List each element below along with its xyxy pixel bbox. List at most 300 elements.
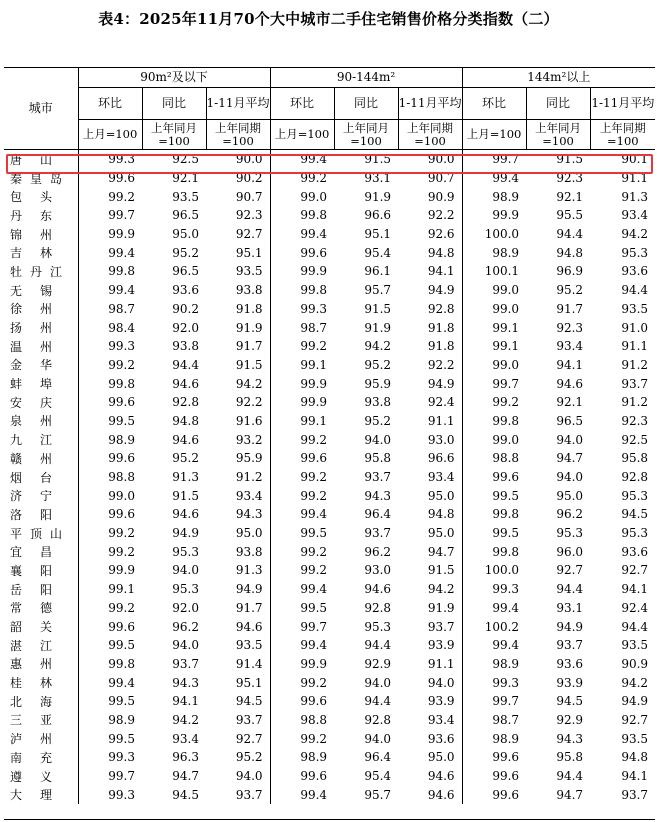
index-value: 94.0	[556, 470, 584, 485]
index-value: 95.0	[427, 526, 455, 541]
index-value: 98.9	[78, 711, 142, 730]
index-value: 94.7	[556, 451, 584, 466]
metric-header: 环比	[270, 88, 334, 120]
index-value: 93.5	[172, 189, 199, 204]
index-value: 95.1	[364, 227, 392, 242]
index-value: 96.0	[556, 544, 584, 559]
index-value: 94.0	[172, 563, 199, 578]
metric-header: 环比	[78, 88, 142, 120]
metric-header: 同比	[142, 88, 206, 120]
index-value: 99.5	[78, 692, 142, 711]
index-value: 91.2	[621, 395, 649, 410]
index-value: 99.2	[78, 187, 142, 206]
index-value: 99.2	[270, 486, 334, 505]
index-value: 99.2	[270, 673, 334, 692]
city-char: 海	[40, 694, 53, 709]
index-value: 99.4	[78, 281, 142, 300]
city-label	[10, 282, 70, 299]
city-label	[10, 637, 70, 654]
city-name	[4, 580, 78, 599]
city-label	[10, 338, 70, 355]
index-value: 95.2	[364, 357, 392, 372]
index-value: 96.2	[364, 544, 392, 559]
index-value: 99.7	[78, 767, 142, 786]
index-value: 99.3	[78, 337, 142, 356]
index-value: 99.1	[462, 318, 526, 337]
city-name	[4, 711, 78, 730]
index-value: 94.6	[556, 376, 584, 391]
city-label	[10, 693, 70, 710]
index-value: 98.8	[78, 468, 142, 487]
table-row	[4, 673, 655, 692]
index-value: 99.5	[78, 729, 142, 748]
index-value: 99.6	[462, 468, 526, 487]
index-value: 91.7	[235, 600, 263, 615]
index-value: 99.0	[78, 486, 142, 505]
index-value: 99.7	[78, 206, 142, 225]
table-row	[4, 767, 655, 786]
index-value: 94.8	[172, 413, 199, 428]
city-char: 台	[40, 470, 53, 485]
city-name	[4, 430, 78, 449]
table-row	[4, 729, 655, 748]
city-char: 秦	[10, 171, 23, 186]
index-value: 90.0	[235, 152, 263, 167]
index-value: 100.0	[462, 225, 526, 244]
city-char: 吉	[10, 246, 23, 261]
city-name	[4, 374, 78, 393]
city-char: 宁	[40, 489, 53, 504]
city-label	[10, 599, 70, 616]
index-value: 95.3	[172, 544, 199, 559]
city-char: 阳	[40, 582, 53, 597]
index-value: 99.6	[78, 617, 142, 636]
index-value: 94.4	[621, 283, 649, 298]
table-row	[4, 748, 655, 767]
city-char: 北	[10, 694, 23, 709]
city-label	[10, 768, 70, 785]
index-value: 94.1	[427, 264, 455, 279]
city-char: 林	[40, 246, 53, 261]
index-value: 99.4	[270, 580, 334, 599]
city-char: 惠	[10, 657, 23, 672]
index-value: 99.6	[462, 785, 526, 804]
index-value: 100.1	[462, 262, 526, 281]
city-char: 常	[10, 601, 23, 616]
table-row	[4, 449, 655, 468]
index-value: 94.5	[621, 507, 649, 522]
index-value: 92.3	[556, 320, 584, 335]
index-value: 98.8	[462, 449, 526, 468]
city-char: 平	[10, 526, 23, 541]
city-char: 丹	[10, 208, 23, 223]
index-value: 93.0	[427, 432, 455, 447]
index-value: 93.4	[427, 712, 455, 727]
index-value: 91.9	[427, 600, 455, 615]
index-value: 98.7	[462, 711, 526, 730]
city-label	[10, 618, 70, 635]
city-char: 大	[10, 788, 23, 803]
table-row	[4, 281, 655, 300]
index-value: 99.4	[462, 599, 526, 618]
index-value: 94.2	[235, 376, 263, 391]
index-value: 94.1	[621, 769, 649, 784]
index-value: 95.9	[364, 376, 392, 391]
index-value: 93.5	[621, 731, 649, 746]
city-char: 昌	[40, 545, 53, 560]
city-name	[4, 281, 78, 300]
index-value: 90.9	[621, 656, 649, 671]
index-value: 99.1	[270, 356, 334, 375]
index-value: 100.2	[462, 617, 526, 636]
city-char: 襄	[10, 563, 23, 578]
city-char: 锡	[40, 283, 53, 298]
city-label	[10, 749, 70, 766]
index-value: 91.1	[427, 413, 455, 428]
index-value: 93.7	[235, 712, 263, 727]
table-row	[4, 300, 655, 319]
city-char: 东	[40, 208, 53, 223]
index-value: 92.1	[556, 189, 584, 204]
metric-header: 环比	[462, 88, 526, 120]
index-value: 93.8	[172, 339, 199, 354]
index-value: 99.5	[462, 486, 526, 505]
index-value: 94.6	[427, 787, 455, 802]
city-char: 金	[10, 358, 23, 373]
city-name	[4, 225, 78, 244]
index-value: 98.9	[78, 430, 142, 449]
metric-header: 同比	[526, 88, 590, 120]
city-char: 州	[40, 657, 53, 672]
city-char: 顶	[30, 526, 43, 541]
base-header: 上年同月=100	[334, 120, 398, 150]
index-value: 94.4	[621, 619, 649, 634]
city-char: 埠	[40, 377, 53, 392]
base-header: 上年同期=100	[206, 120, 270, 150]
index-value: 99.8	[78, 655, 142, 674]
index-value: 99.0	[462, 356, 526, 375]
table-row	[4, 785, 655, 804]
index-value: 94.0	[364, 432, 392, 447]
index-value: 99.7	[462, 692, 526, 711]
index-value: 92.5	[172, 152, 199, 167]
index-value: 93.4	[172, 731, 199, 746]
index-value: 99.5	[270, 524, 334, 543]
index-value: 94.8	[621, 750, 649, 765]
index-value: 99.4	[462, 169, 526, 188]
city-char: 州	[40, 732, 53, 747]
index-value: 91.8	[235, 301, 263, 316]
index-value: 98.9	[462, 187, 526, 206]
index-value: 92.9	[556, 712, 584, 727]
index-value: 94.6	[364, 582, 392, 597]
index-value: 92.8	[621, 470, 649, 485]
city-char: 州	[40, 227, 53, 242]
index-value: 99.5	[78, 636, 142, 655]
table-row	[4, 711, 655, 730]
city-char: 林	[40, 676, 53, 691]
table-row	[4, 655, 655, 674]
index-value: 93.9	[427, 694, 455, 709]
city-name	[4, 636, 78, 655]
index-value: 99.6	[462, 767, 526, 786]
city-name	[4, 785, 78, 804]
city-name	[4, 767, 78, 786]
index-value: 99.2	[270, 337, 334, 356]
index-value: 91.0	[621, 320, 649, 335]
index-value: 99.8	[270, 206, 334, 225]
city-char: 包	[10, 190, 23, 205]
index-value: 99.1	[270, 412, 334, 431]
index-value: 96.5	[172, 208, 199, 223]
index-value: 93.9	[427, 638, 455, 653]
table-row	[4, 636, 655, 655]
index-value: 95.3	[364, 619, 392, 634]
city-label	[10, 188, 70, 205]
index-value: 94.0	[364, 731, 392, 746]
city-label	[10, 226, 70, 243]
index-value: 94.4	[556, 582, 584, 597]
index-value: 95.0	[427, 750, 455, 765]
index-value: 94.4	[556, 227, 584, 242]
group-header: 90-144m²	[270, 68, 462, 88]
index-value: 94.1	[556, 357, 584, 372]
index-value: 93.9	[556, 675, 584, 690]
base-header: 上月=100	[270, 120, 334, 150]
index-value: 90.7	[235, 189, 263, 204]
city-column-header: 城市	[4, 68, 78, 150]
index-value: 91.5	[172, 488, 199, 503]
index-value: 98.9	[270, 748, 334, 767]
highlight-box	[6, 154, 653, 174]
city-char: 阳	[40, 563, 53, 578]
city-char: 湛	[10, 638, 23, 653]
index-value: 96.4	[364, 750, 392, 765]
city-char: 州	[40, 339, 53, 354]
table-row	[4, 542, 655, 561]
index-value: 94.8	[427, 507, 455, 522]
index-value: 98.9	[462, 243, 526, 262]
index-value: 95.0	[427, 488, 455, 503]
city-label	[10, 469, 70, 486]
city-label	[10, 412, 70, 429]
page-title: 表4：2025年11月70个大中城市二手住宅销售价格分类指数（二）	[98, 10, 559, 28]
table-row	[4, 599, 655, 618]
city-char: 温	[10, 339, 23, 354]
index-value: 95.3	[621, 526, 649, 541]
index-value: 94.8	[556, 245, 584, 260]
index-value: 92.1	[556, 395, 584, 410]
group-header: 144m²以上	[462, 68, 655, 88]
index-value: 94.0	[235, 769, 263, 784]
city-char: 遵	[10, 769, 23, 784]
city-label	[10, 655, 70, 672]
index-value: 99.6	[462, 748, 526, 767]
city-char: 州	[40, 302, 53, 317]
index-value: 94.0	[172, 638, 199, 653]
index-value: 93.7	[621, 787, 649, 802]
city-label	[10, 431, 70, 448]
index-value: 94.9	[172, 526, 199, 541]
index-value: 99.8	[270, 281, 334, 300]
index-value: 92.8	[364, 712, 392, 727]
index-value: 93.5	[621, 638, 649, 653]
city-name	[4, 599, 78, 618]
index-value: 96.4	[364, 507, 392, 522]
index-value: 94.6	[235, 619, 263, 634]
index-value: 95.4	[364, 245, 392, 260]
index-value: 91.2	[235, 470, 263, 485]
index-value: 99.0	[270, 187, 334, 206]
table-row	[4, 580, 655, 599]
index-value: 95.7	[364, 787, 392, 802]
city-char: 岛	[50, 171, 63, 186]
index-value: 91.7	[556, 301, 584, 316]
index-value: 94.3	[556, 731, 584, 746]
city-label	[10, 506, 70, 523]
index-value: 94.5	[556, 694, 584, 709]
table-row	[4, 243, 655, 262]
index-value: 99.6	[78, 449, 142, 468]
index-value: 93.1	[556, 600, 584, 615]
index-value: 95.1	[235, 245, 263, 260]
index-value: 95.0	[172, 227, 199, 242]
table-row	[4, 187, 655, 206]
city-name	[4, 187, 78, 206]
index-value: 95.5	[556, 208, 584, 223]
index-value: 99.8	[78, 374, 142, 393]
city-char: 徐	[10, 302, 23, 317]
city-name	[4, 412, 78, 431]
index-value: 99.5	[462, 524, 526, 543]
city-label	[10, 487, 70, 504]
index-value: 91.3	[172, 470, 199, 485]
table-row	[4, 337, 655, 356]
index-value: 99.9	[270, 393, 334, 412]
table-row	[4, 206, 655, 225]
index-value: 95.1	[235, 675, 263, 690]
city-char: 韶	[10, 620, 23, 635]
index-value: 91.3	[235, 563, 263, 578]
city-char: 皇	[30, 171, 43, 186]
city-name	[4, 692, 78, 711]
city-char: 九	[10, 433, 23, 448]
city-char: 宜	[10, 545, 23, 560]
index-value: 94.2	[364, 339, 392, 354]
table-row	[4, 225, 655, 244]
city-char: 三	[10, 713, 23, 728]
index-value: 91.1	[427, 656, 455, 671]
group-header: 90m²及以下	[78, 68, 270, 88]
index-value: 90.2	[235, 171, 263, 186]
city-char: 安	[10, 395, 23, 410]
index-value: 94.1	[621, 582, 649, 597]
city-label	[10, 450, 70, 467]
index-value: 91.1	[621, 171, 649, 186]
index-value: 95.9	[235, 451, 263, 466]
index-value: 99.2	[270, 430, 334, 449]
index-value: 99.4	[270, 150, 334, 169]
city-char: 庆	[40, 395, 53, 410]
index-value: 94.0	[364, 675, 392, 690]
index-value: 99.7	[270, 617, 334, 636]
index-value: 91.7	[235, 339, 263, 354]
index-value: 99.8	[462, 412, 526, 431]
city-char: 头	[40, 190, 53, 205]
city-char: 江	[40, 638, 53, 653]
index-value: 92.9	[364, 656, 392, 671]
city-name	[4, 262, 78, 281]
index-value: 92.7	[621, 712, 649, 727]
index-value: 99.3	[462, 580, 526, 599]
city-label	[10, 394, 70, 411]
index-value: 99.0	[462, 300, 526, 319]
index-value: 96.5	[556, 413, 584, 428]
city-name	[4, 505, 78, 524]
index-value: 96.6	[364, 208, 392, 223]
index-value: 92.2	[427, 208, 455, 223]
index-value: 99.6	[270, 449, 334, 468]
city-name	[4, 486, 78, 505]
index-value: 99.6	[78, 169, 142, 188]
index-value: 93.4	[427, 470, 455, 485]
city-name	[4, 617, 78, 636]
city-char: 岳	[10, 582, 23, 597]
index-value: 93.6	[556, 656, 584, 671]
index-value: 99.6	[270, 692, 334, 711]
index-value: 99.2	[270, 468, 334, 487]
index-value: 93.4	[235, 488, 263, 503]
city-name	[4, 300, 78, 319]
index-value: 94.9	[556, 619, 584, 634]
index-value: 99.3	[78, 785, 142, 804]
index-value: 95.3	[172, 582, 199, 597]
index-value: 92.0	[172, 320, 199, 335]
city-label	[10, 319, 70, 336]
city-char: 江	[40, 433, 53, 448]
table-row	[4, 318, 655, 337]
index-value: 98.4	[78, 318, 142, 337]
index-value: 99.2	[270, 561, 334, 580]
index-value: 92.6	[427, 227, 455, 242]
index-value: 99.4	[270, 505, 334, 524]
table-row	[4, 505, 655, 524]
index-value: 91.5	[364, 301, 392, 316]
index-value: 91.1	[621, 339, 649, 354]
index-value: 99.7	[462, 374, 526, 393]
table-row	[4, 262, 655, 281]
index-value: 99.3	[78, 150, 142, 169]
index-value: 99.9	[270, 655, 334, 674]
table-bottom-rule	[4, 819, 655, 820]
index-value: 99.4	[270, 636, 334, 655]
index-value: 95.8	[364, 451, 392, 466]
city-label	[10, 711, 70, 728]
city-char: 阳	[40, 507, 53, 522]
city-char: 江	[50, 264, 63, 279]
city-name	[4, 468, 78, 487]
index-value: 99.2	[78, 599, 142, 618]
index-value: 94.7	[556, 787, 584, 802]
city-label	[10, 244, 70, 261]
city-name	[4, 337, 78, 356]
index-value: 94.4	[364, 694, 392, 709]
base-header: 上年同期=100	[398, 120, 462, 150]
city-char: 唐	[10, 152, 23, 167]
index-value: 99.1	[78, 580, 142, 599]
index-value: 96.1	[364, 264, 392, 279]
index-value: 91.5	[556, 152, 584, 167]
